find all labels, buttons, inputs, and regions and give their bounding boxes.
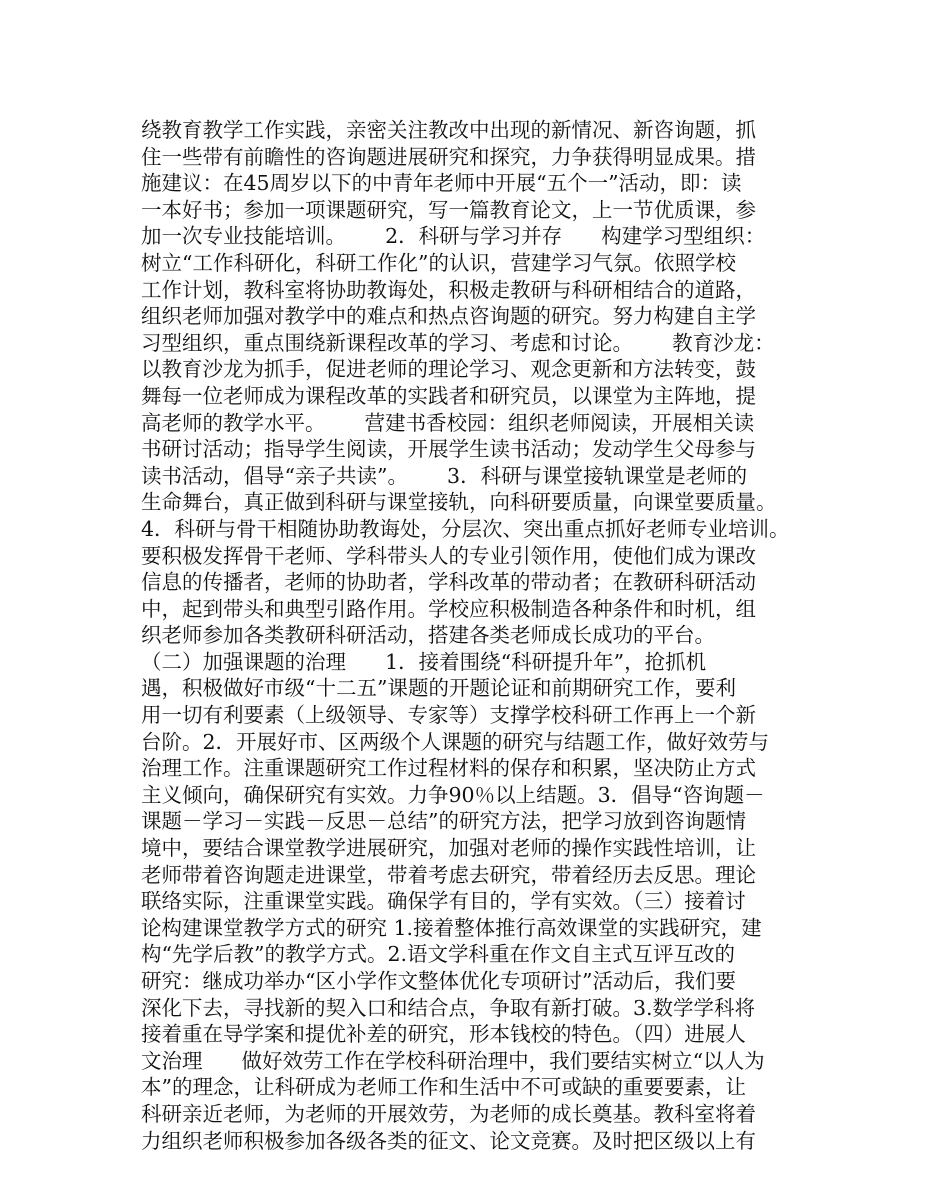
text-line: 舞每一位老师成为课程改革的实践者和研究员，以课堂为主阵地，提 [141, 383, 756, 408]
text-line: 境中，要结合课堂教学进展研究，加强对老师的操作实践性培训，让 [141, 836, 756, 861]
text-line: 用一切有利要素（上级领导、专家等）支撑学校科研工作再上一个新 [141, 703, 756, 728]
text-line: 生命舞台，真正做到科研与课堂接轨，向科研要质量，向课堂要质量。 [141, 490, 777, 515]
text-line: 治理工作。注重课题研究工作过程材料的保存和积累，坚决防止方式 [141, 756, 756, 781]
text-line: 研究：继成功举办“区小学作文整体优化专项研讨”活动后，我们要 [141, 969, 736, 993]
text-line: 文治理 做好效劳工作在学校科研治理中，我们要结实树立“以人为 [141, 1048, 765, 1073]
text-line: 书研讨活动；指导学生阅读，开展学生读书活动；发动学生父母参与 [141, 437, 756, 462]
text-line: 课题－学习－实践－反思－总结”的研究方法，把学习放到咨询题情 [141, 809, 746, 834]
text-line: 织老师参加各类教研科研活动，搭建各类老师成长成功的平台。 [141, 623, 715, 648]
text-line: 4．科研与骨干相随协助教诲处，分层次、突出重点抓好老师专业培训。 [141, 516, 790, 541]
text-line: 台阶。2．开展好市、区两级个人课题的研究与结题工作，做好效劳与 [141, 729, 770, 754]
text-line: 老师带着咨询题走进课堂，带着考虑去研究，带着经历去反思。理论 [141, 862, 756, 887]
text-line: 组织老师加强对教学中的难点和热点咨询题的研究。努力构建自主学 [141, 304, 756, 329]
text-line: 高老师的教学水平。 营建书香校园：组织老师阅读，开展相关读 [141, 410, 755, 435]
body-text [141, 117, 831, 1154]
text-line: 工作计划，教科室将协助教诲处，积极走教研与科研相结合的道路， [141, 277, 756, 302]
text-line: 以教育沙龙为抓手，促进老师的理论学习、观念更新和方法转变，鼓 [141, 357, 756, 382]
text-line: 施建议：在45周岁以下的中青年老师中开展“五个一”活动，即：读 [141, 171, 742, 196]
text-line: 绕教育教学工作实践，亲密关注教改中出现的新情况、新咨询题，抓 [141, 118, 756, 142]
text-line: 遇，积极做好市级“十二五”课题的开题论证和前期研究工作，要利 [141, 676, 736, 701]
text-line: 主义倾向，确保研究有实效。力争90％以上结题。3．倡导“咨询题－ [141, 782, 765, 807]
text-line: 深化下去，寻找新的契入口和结合点，争取有新打破。3.数学学科将 [141, 995, 756, 1020]
text-line: 加一次专业技能培训。 2．科研与学习并存 构建学习型组织： [141, 224, 766, 249]
text-line: 论构建课堂教学方式的研究 1.接着整体推行高效课堂的实践研究，建 [141, 915, 762, 940]
text-line: 信息的传播者，老师的协助者，学科改革的带动者；在教研科研活动 [141, 570, 756, 595]
text-line: 本”的理念，让科研成为老师工作和生活中不可或缺的重要要素，让 [141, 1075, 746, 1100]
text-line: 树立“工作科研化，科研工作化”的认识，营建学习气氛。依照学校 [141, 250, 736, 275]
text-line: 住一些带有前瞻性的咨询题进展研究和探究，力争获得明显成果。措 [141, 144, 756, 169]
text-line: 读书活动，倡导“亲子共读”。 3．科研与课堂接轨课堂是老师的 [141, 463, 748, 488]
text-line: 一本好书；参加一项课题研究，写一篇教育论文，上一节优质课，参 [141, 197, 756, 222]
text-line: （二）加强课题的治理 1．接着围绕“科研提升年”，抢抓机 [141, 649, 707, 674]
text-line: 要积极发挥骨干老师、学科带头人的专业引领作用，使他们成为课改 [141, 543, 756, 568]
text-line: 科研亲近老师，为老师的开展效劳，为老师的成长奠基。教科室将着 [141, 1101, 756, 1126]
text-line: 力组织老师积极参加各级各类的征文、论文竞赛。及时把区级以上有 [141, 1128, 756, 1153]
text-line: 构“先学后教”的教学方式。2.语文学科重在作文自主式互评互改的 [141, 942, 736, 967]
text-line: 中，起到带头和典型引路作用。学校应积极制造各种条件和时机，组 [141, 596, 756, 621]
text-line: 联络实际，注重课堂实践。确保学有目的，学有实效。（三）接着讨 [141, 889, 746, 914]
text-line: 接着重在导学案和提优补差的研究，形本钱校的特色。（四）进展人 [141, 1022, 746, 1047]
text-line: 习型组织，重点围绕新课程改革的学习、考虑和讨论。 教育沙龙： [141, 330, 775, 355]
